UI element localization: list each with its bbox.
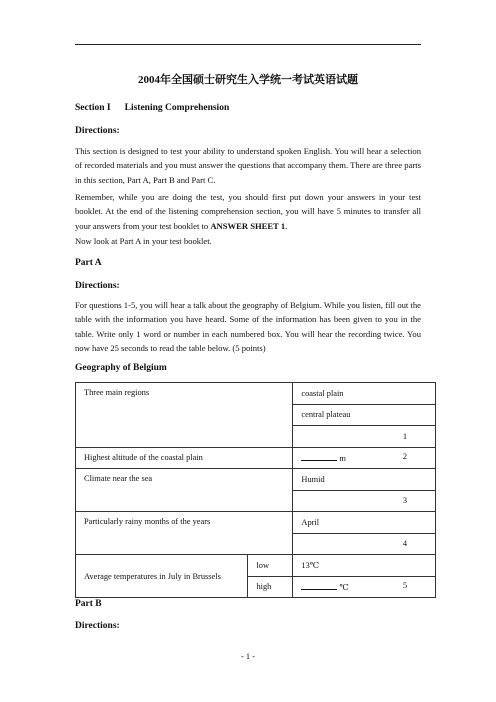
part-a-label: Part A: [75, 258, 102, 268]
part-b-label: Part B: [75, 599, 102, 609]
table-row: [76, 447, 436, 469]
answer-sheet-ref: ANSWER SHEET 1: [210, 220, 286, 231]
answer-box[interactable]: 1: [293, 426, 436, 448]
directions-paragraph: Now look at Part A in your test booklet.: [75, 236, 212, 246]
paragraph-text: Remember, while you are doing the test, you should first put down your answers in your test booklet. At the end of the listening comprehension section, you will have 5 minutes to transfer all your answers from your test booklet to: [75, 192, 421, 231]
answer-blank: [301, 581, 337, 590]
table-cell: coastal plain: [293, 383, 436, 405]
table-cell: April: [293, 512, 436, 534]
table-cell: Humid: [293, 469, 436, 491]
answer-blank: [301, 452, 337, 461]
table-cell: Three main regions: [76, 383, 293, 448]
answer-box[interactable]: 3: [293, 490, 436, 512]
answer-box[interactable]: [293, 576, 436, 598]
table-cell: Particularly rainy months of the years: [76, 512, 293, 555]
answer-box[interactable]: 4: [293, 533, 436, 555]
directions-label: Directions:: [75, 281, 120, 291]
question-number: 2: [402, 452, 407, 462]
geography-table: [75, 382, 436, 598]
table-row: [76, 383, 436, 405]
unit-label: m: [339, 454, 346, 464]
unit-label: ℃: [339, 583, 349, 593]
table-cell: Climate near the sea: [76, 469, 293, 512]
question-number: 5: [402, 581, 407, 591]
section-label: Section I: [75, 103, 111, 113]
table-title: Geography of Belgium: [75, 363, 167, 373]
section-title: Listening Comprehension: [124, 103, 230, 113]
section-heading: [75, 103, 229, 113]
header-rule: [75, 44, 421, 45]
directions-label: Directions:: [75, 621, 120, 631]
directions-paragraph: For questions 1-5, you will hear a talk about the geography of Belgium. While you listen, fill out the table with the information you have heard. Some of the information has been given to you in the table. Write only 1 word or number in each numbered box. You will hear the recording twice. You now have 25 seconds to read the table below. (5 points): [75, 300, 421, 353]
directions-paragraph: [75, 190, 421, 233]
page-title: 2004年全国硕士研究生入学统一考试英语试题: [138, 74, 358, 86]
table-cell: low: [248, 555, 293, 577]
directions-label: Directions:: [75, 126, 120, 136]
table-cell: Average temperatures in July in Brussels: [76, 555, 248, 598]
answer-box[interactable]: [293, 447, 436, 469]
page-number: - 1 -: [241, 652, 255, 661]
table-cell: central plateau: [293, 404, 436, 426]
table-row: [76, 469, 436, 491]
directions-paragraph: This section is designed to test your ability to understand spoken English. You will hear a selection of recorded materials and you must answer the questions that accompany them. There are three parts in this section, Part A, Part B and Part C.: [75, 146, 421, 185]
table-cell: 13℃: [293, 555, 436, 577]
paragraph-text: .: [285, 220, 288, 231]
table-cell: Highest altitude of the coastal plain: [76, 447, 293, 469]
table-cell: high: [248, 576, 293, 598]
table-row: [76, 512, 436, 534]
table-row: [76, 555, 436, 577]
